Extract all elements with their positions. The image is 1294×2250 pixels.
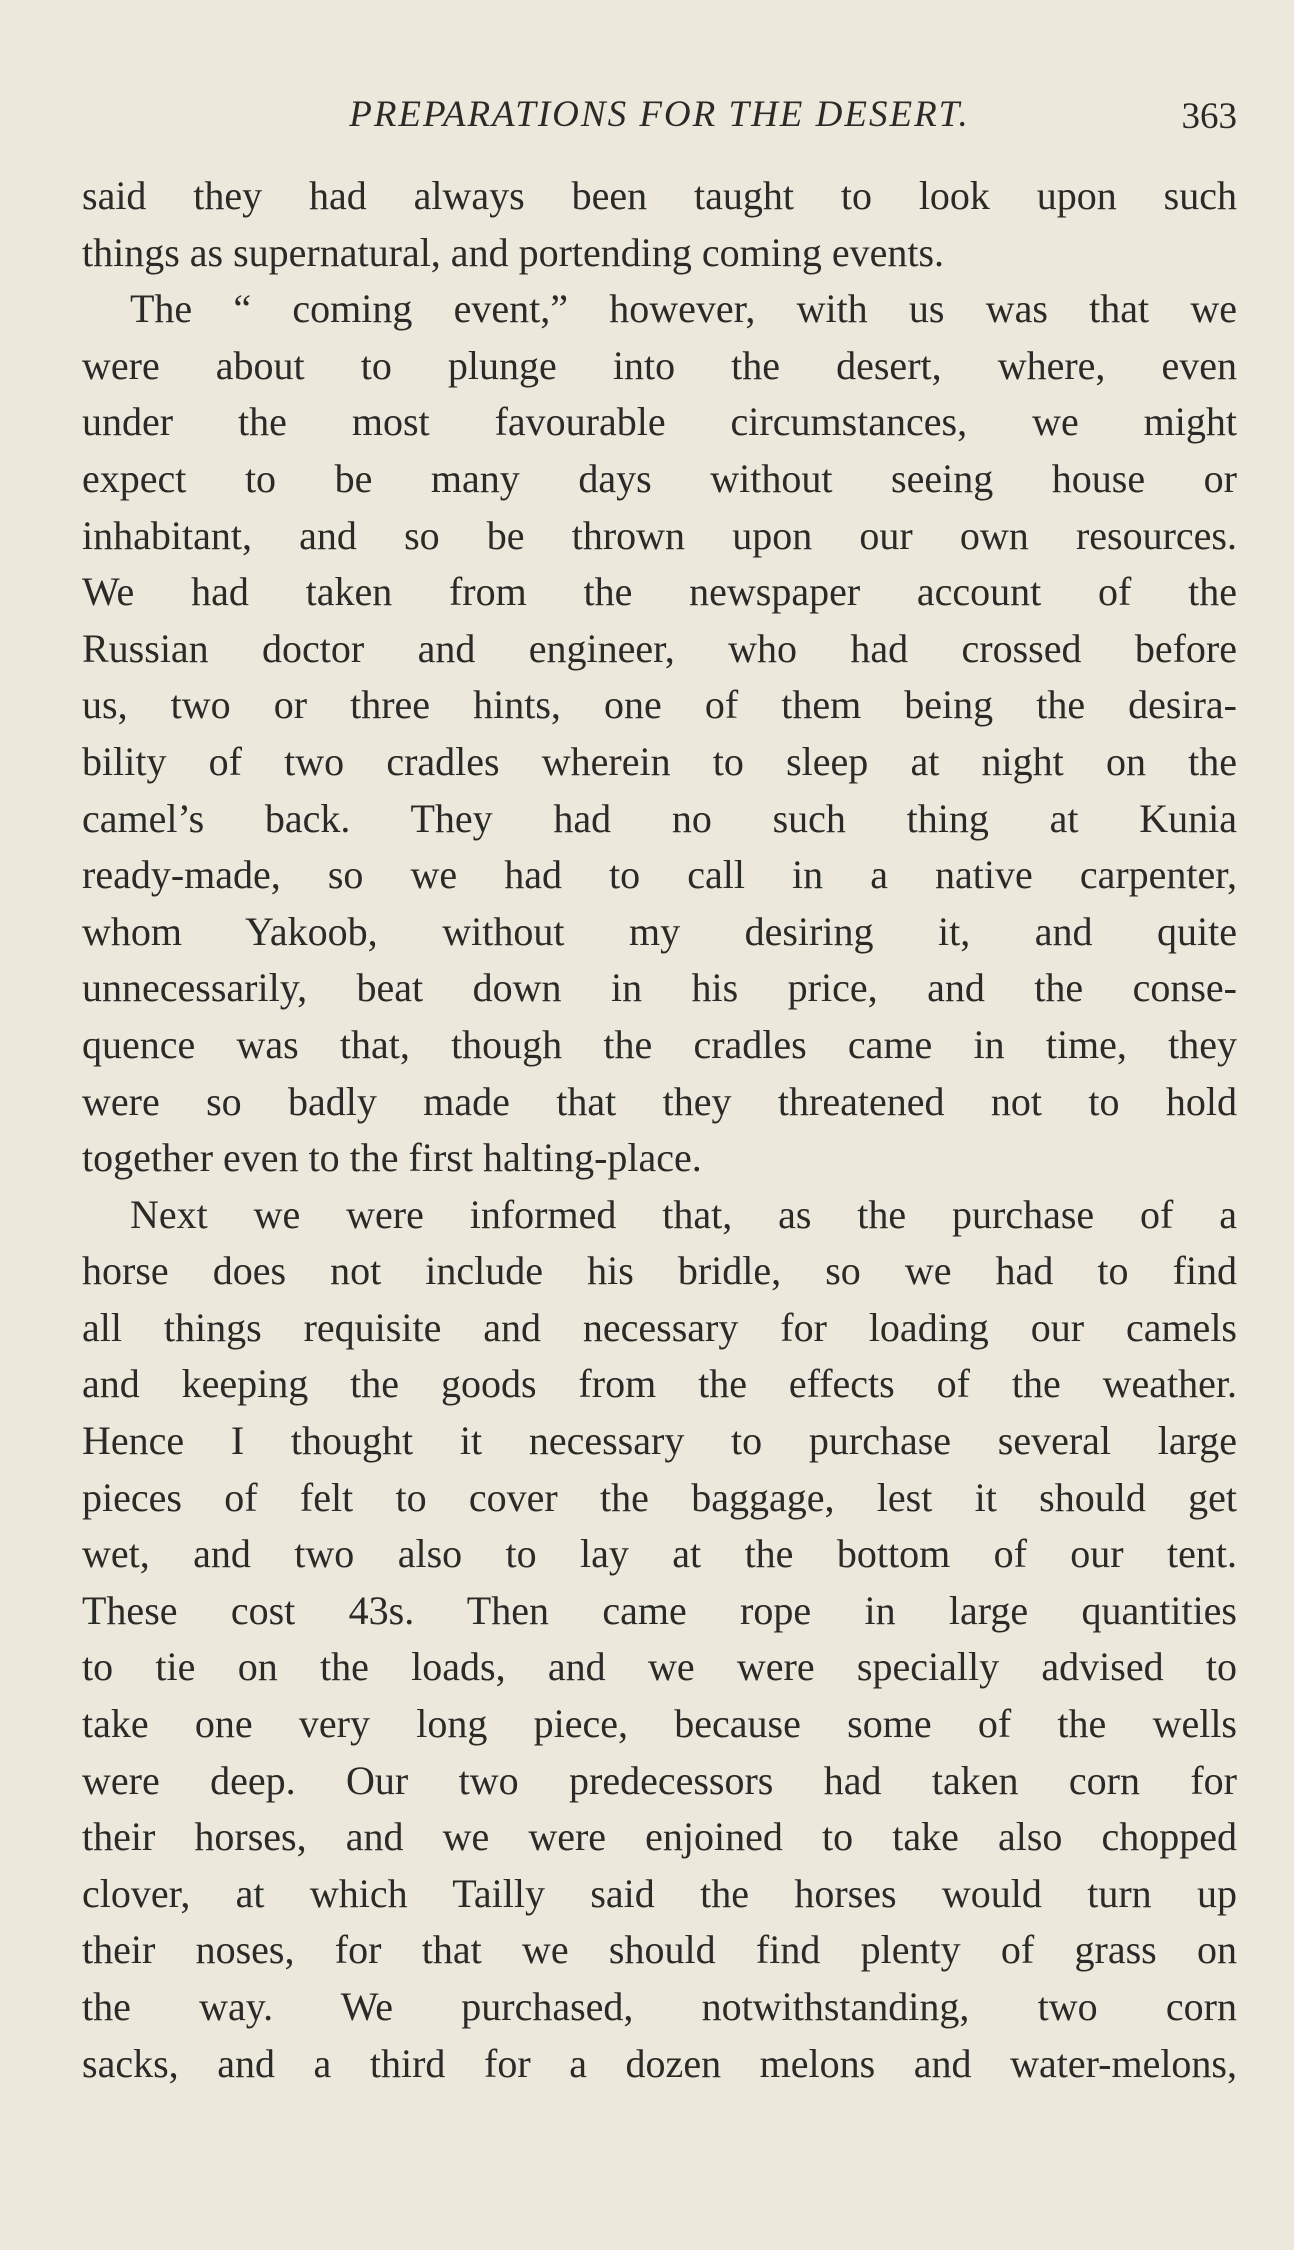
text-line: under the most favourable circumstances, we might	[82, 399, 1237, 445]
text-line: pieces of felt to cover the baggage, lest it should get	[82, 1474, 1237, 1520]
text-line: whom Yakoob, without my desiring it, and quite	[82, 908, 1237, 954]
text-line: were about to plunge into the desert, where, even	[82, 342, 1237, 388]
text-line: Hence I thought it necessary to purchase several large	[82, 1418, 1237, 1464]
text-line: things as supernatural, and portending coming events.	[82, 229, 945, 275]
text-line: ready-made, so we had to call in a native carpenter,	[82, 852, 1237, 898]
text-line: take one very long piece, because some of the wells	[82, 1701, 1237, 1747]
text-line: their horses, and we were enjoined to take also chopped	[82, 1814, 1237, 1860]
text-line: clover, at which Tailly said the horses would turn up	[82, 1870, 1237, 1916]
text-line: horse does not include his bridle, so we had to find	[82, 1248, 1237, 1294]
text-line: Next we were informed that, as the purchase of a	[130, 1191, 1237, 1237]
text-line: all things requisite and necessary for loading our camels	[82, 1304, 1237, 1350]
text-line: The “ coming event,” however, with us was that we	[130, 286, 1237, 332]
text-line: Russian doctor and engineer, who had crossed before	[82, 625, 1237, 671]
running-title: PREPARATIONS FOR THE DESERT.	[349, 94, 970, 135]
text-line: were so badly made that they threatened not to hold	[82, 1078, 1237, 1124]
text-line: and keeping the goods from the effects of the weather.	[82, 1361, 1237, 1407]
text-line: were deep. Our two predecessors had taken corn for	[82, 1757, 1237, 1803]
text-line: the way. We purchased, notwithstanding, two corn	[82, 1984, 1237, 2029]
text-line: quence was that, though the cradles came in time, they	[82, 1021, 1237, 1067]
text-line: sacks, and a third for a dozen melons and water-melons,	[82, 2040, 1237, 2086]
text-line: together even to the first halting-place.	[82, 1135, 702, 1181]
running-head	[82, 92, 1237, 152]
text-line: camel’s back. They had no such thing at Kunia	[82, 795, 1237, 841]
page-number: 363	[1181, 96, 1237, 137]
text-line: unnecessarily, beat down in his price, and the conse-	[82, 965, 1237, 1011]
text-line: inhabitant, and so be thrown upon our own resources.	[82, 512, 1237, 558]
text-line: us, two or three hints, one of them being the desira-	[82, 682, 1237, 728]
text-line: bility of two cradles wherein to sleep at night on the	[82, 738, 1237, 784]
body-text	[82, 168, 1237, 2092]
text-line: We had taken from the newspaper account of the	[82, 569, 1237, 615]
text-line: These cost 43s. Then came rope in large quantities	[82, 1587, 1237, 1633]
text-line: wet, and two also to lay at the bottom of our tent.	[82, 1531, 1237, 1577]
text-line: their noses, for that we should find plenty of grass on	[82, 1927, 1237, 1973]
text-line: expect to be many days without seeing house or	[82, 455, 1237, 501]
text-line: said they had always been taught to look upon such	[82, 173, 1237, 218]
text-line: to tie on the loads, and we were specially advised to	[82, 1644, 1237, 1690]
